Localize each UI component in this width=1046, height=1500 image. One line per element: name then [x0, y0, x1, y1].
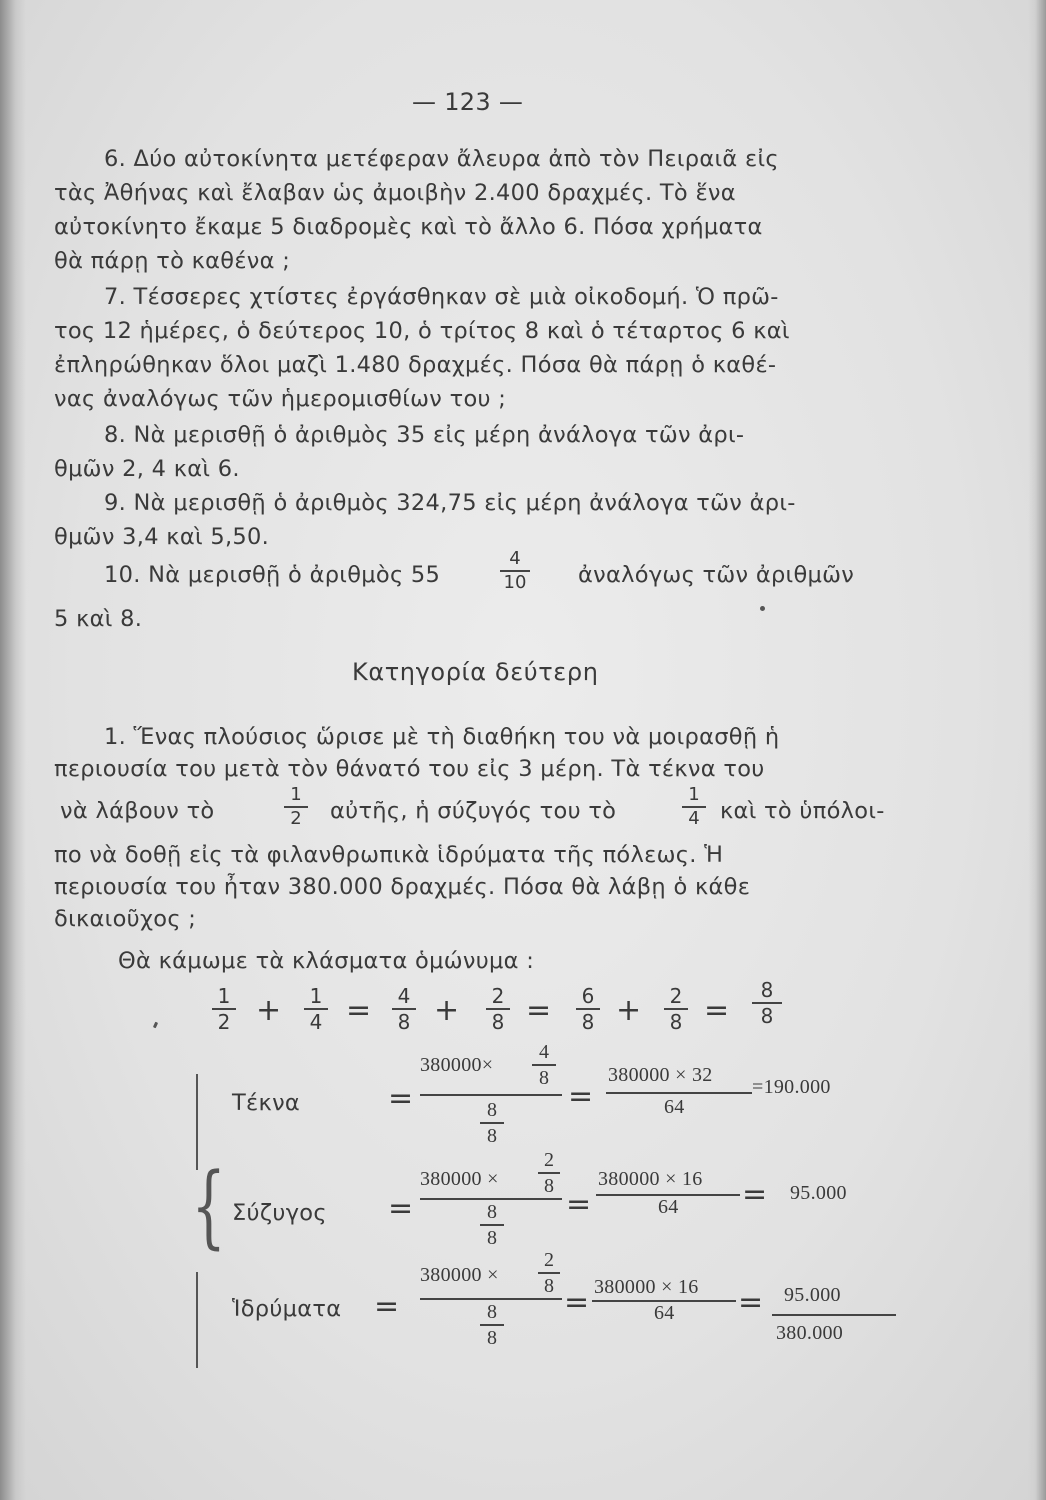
problem-6-line-4: θὰ πάρῃ τὸ καθένα ;: [54, 248, 291, 274]
cat2-line-3-a: νὰ λάβουν τὸ: [60, 798, 215, 824]
step-numerator: 380000 × 32: [608, 1064, 713, 1086]
sum-term-3: [392, 986, 416, 1032]
sum-term-5: [576, 986, 600, 1032]
cat2-line-3-c: καὶ τὸ ὑπόλοι-: [720, 798, 885, 824]
calc-label: Ἱδρύματα: [232, 1296, 342, 1322]
cat2-problem-1-line-4: πο νὰ δοθῇ εἰς τὰ φιλανθρωπικὰ ἱδρύματα τῆς πόλεως. Ἡ: [54, 842, 724, 868]
curly-brace: {: [191, 1154, 226, 1259]
page-edge-left: [0, 0, 26, 1500]
fraction-numerator: 8: [487, 1301, 497, 1323]
equals-sign: =: [526, 993, 552, 1028]
ink-mark: [153, 1022, 158, 1029]
fraction-numerator: 8: [760, 978, 774, 1002]
step-numerator: 380000 × 16: [594, 1276, 699, 1298]
fraction-numerator: 8: [487, 1099, 497, 1121]
cat2-problem-1-line-2: περιουσία του μετὰ τὸν θάνατό του εἰς 3 μέρη. Τὰ τέκνα του: [54, 756, 765, 782]
problem-10-text-after: ἀναλόγως τῶν ἀριθμῶν: [578, 562, 855, 588]
fraction-denominator: 8: [544, 1174, 554, 1197]
calc-total: 380.000: [776, 1322, 844, 1344]
equals-sign: =: [742, 1177, 768, 1212]
fraction-numerator: 1: [688, 784, 700, 805]
page-edge-right: [1028, 0, 1046, 1500]
step-numerator: 380000 × 16: [598, 1168, 703, 1190]
ink-speck: [760, 606, 765, 611]
fraction-denominator: 10: [503, 571, 527, 593]
main-fraction-bar: [420, 1298, 562, 1300]
calc-result: 95.000: [784, 1284, 841, 1306]
main-fraction-bar: [420, 1094, 562, 1096]
fraction-denominator: 8: [760, 1003, 774, 1028]
fraction-denominator: 4: [688, 807, 700, 829]
problem-10-line-2: 5 καὶ 8.: [54, 606, 143, 632]
fraction-bar: [532, 1064, 556, 1066]
fraction-half: [284, 786, 308, 828]
calc-label: Τέκνα: [232, 1090, 301, 1116]
calc-result: =190.000: [752, 1076, 831, 1098]
fraction-quarter: [682, 786, 706, 828]
cat2-problem-1-line-7: Θὰ κάμωμε τὰ κλάσματα ὁμώνυμα :: [118, 948, 535, 974]
equals-sign: =: [388, 1191, 414, 1226]
fraction-denominator: 8: [487, 1226, 497, 1249]
plus-sign: +: [434, 993, 460, 1028]
calc-numerator: 380000 ×: [420, 1168, 499, 1190]
sum-result: [752, 980, 782, 1026]
fraction-denominator: 8: [487, 1326, 497, 1349]
inner-fraction: [538, 1150, 560, 1196]
problem-7-line-3: ἐπληρώθηκαν ὅλοι μαζὶ 1.480 δραχμές. Πόσα θὰ πάρῃ ὁ καθέ-: [54, 352, 777, 378]
inner-fraction: [538, 1250, 560, 1296]
sum-term-1: [212, 986, 236, 1032]
fraction-numerator: 2: [544, 1149, 554, 1171]
equals-sign: =: [346, 993, 372, 1028]
equals-sign: =: [374, 1289, 400, 1324]
sum-term-2: [304, 986, 328, 1032]
problem-7-line-2: τος 12 ἡμέρες, ὁ δεύτερος 10, ὁ τρίτος 8 καὶ ὁ τέταρτος 6 καὶ: [54, 318, 790, 344]
equals-sign: =: [568, 1079, 594, 1114]
denominator-fraction: [480, 1302, 504, 1348]
fraction-numerator: 6: [581, 984, 595, 1008]
fraction-numerator: 2: [669, 984, 683, 1008]
problem-7-line-4: νας ἀναλόγως τῶν ἡμερομισθίων του ;: [54, 386, 507, 412]
fraction-denominator: 8: [487, 1124, 497, 1147]
fraction-denominator: 8: [539, 1066, 549, 1089]
fraction-bar: [538, 1172, 560, 1174]
page-number: — 123 —: [412, 88, 524, 116]
denominator-fraction: [480, 1202, 504, 1248]
fraction-denominator: 2: [290, 807, 302, 829]
fraction-numerator: 2: [544, 1249, 554, 1271]
problem-10-fraction: [500, 550, 530, 592]
cat2-line-3-b: αὐτῆς, ἡ σύζυγός του τὸ: [330, 798, 617, 824]
fraction-numerator: 2: [491, 984, 505, 1008]
step-denominator: 64: [664, 1096, 685, 1118]
fraction-denominator: 8: [669, 1009, 683, 1034]
step-fraction-bar: [606, 1092, 752, 1094]
problem-8-line-2: θμῶν 2, 4 καὶ 6.: [54, 456, 240, 482]
fraction-denominator: 8: [544, 1274, 554, 1297]
fraction-bar: [480, 1324, 504, 1326]
inner-fraction: [532, 1042, 556, 1088]
fraction-numerator: 4: [397, 984, 411, 1008]
fraction-numerator: 8: [487, 1201, 497, 1223]
fraction-numerator: 4: [509, 548, 521, 569]
fraction-numerator: 4: [539, 1041, 549, 1063]
cat2-problem-1-line-5: περιουσία του ἦταν 380.000 δραχμές. Πόσα θὰ λάβῃ ὁ κάθε: [54, 874, 751, 900]
problem-9-line-2: θμῶν 3,4 καὶ 5,50.: [54, 524, 270, 550]
equals-sign: =: [388, 1081, 414, 1116]
problem-6-line-1: 6. Δύο αὐτοκίνητα μετέφεραν ἄλευρα ἀπὸ τὸν Πειραιᾶ εἰς: [104, 146, 779, 172]
section-heading: Κατηγορία δεύτερη: [352, 658, 599, 686]
fraction-denominator: 8: [491, 1009, 505, 1034]
problem-6-line-2: τὰς Ἀθήνας καὶ ἔλαβαν ὡς ἀμοιβὴν 2.400 δραχμές. Τὸ ἕνα: [54, 180, 736, 206]
fraction-numerator: 1: [217, 984, 231, 1008]
calc-result: 95.000: [790, 1182, 847, 1204]
sum-term-6: [664, 986, 688, 1032]
problem-10-text: 10. Νὰ μερισθῇ ὁ ἀριθμὸς 55: [104, 562, 441, 588]
fraction-numerator: 1: [309, 984, 323, 1008]
equals-sign: =: [704, 993, 730, 1028]
fraction-bar: [538, 1272, 560, 1274]
cat2-problem-1-line-1: 1. Ἕνας πλούσιος ὥρισε μὲ τὴ διαθήκη του νὰ μοιρασθῇ ἡ: [104, 724, 780, 750]
equals-sign: =: [564, 1285, 590, 1320]
total-line: [772, 1314, 896, 1316]
problem-8-line-1: 8. Νὰ μερισθῇ ὁ ἀριθμὸς 35 εἰς μέρη ἀνάλογα τῶν ἀρι-: [104, 422, 745, 448]
fraction-denominator: 8: [397, 1009, 411, 1034]
calc-numerator: 380000 ×: [420, 1264, 499, 1286]
fraction-bar: [480, 1224, 504, 1226]
equals-sign: =: [738, 1285, 764, 1320]
fraction-denominator: 2: [217, 1009, 231, 1034]
sum-term-4: [486, 986, 510, 1032]
calc-numerator: 380000×: [420, 1054, 494, 1076]
equals-sign: =: [566, 1187, 592, 1222]
denominator-fraction: [480, 1100, 504, 1146]
plus-sign: +: [616, 993, 642, 1028]
step-denominator: 64: [658, 1196, 679, 1218]
fraction-bar: [480, 1122, 504, 1124]
problem-6-line-3: αὐτοκίνητο ἔκαμε 5 διαδρομὲς καὶ τὸ ἄλλο 6. Πόσα χρήματα: [54, 214, 763, 240]
fraction-denominator: 4: [309, 1009, 323, 1034]
calc-label: Σύζυγος: [232, 1200, 327, 1226]
bracket-line-bottom: [196, 1272, 198, 1368]
cat2-problem-1-line-6: δικαιοῦχος ;: [54, 906, 197, 932]
problem-9-line-1: 9. Νὰ μερισθῇ ὁ ἀριθμὸς 324,75 εἰς μέρη ἀνάλογα τῶν ἀρι-: [104, 490, 796, 516]
fraction-numerator: 1: [290, 784, 302, 805]
step-denominator: 64: [654, 1302, 675, 1324]
plus-sign: +: [256, 993, 282, 1028]
problem-7-line-1: 7. Τέσσερες χτίστες ἐργάσθηκαν σὲ μιὰ οἰκοδομή. Ὁ πρῶ-: [104, 284, 779, 310]
main-fraction-bar: [420, 1198, 562, 1200]
fraction-denominator: 8: [581, 1009, 595, 1034]
